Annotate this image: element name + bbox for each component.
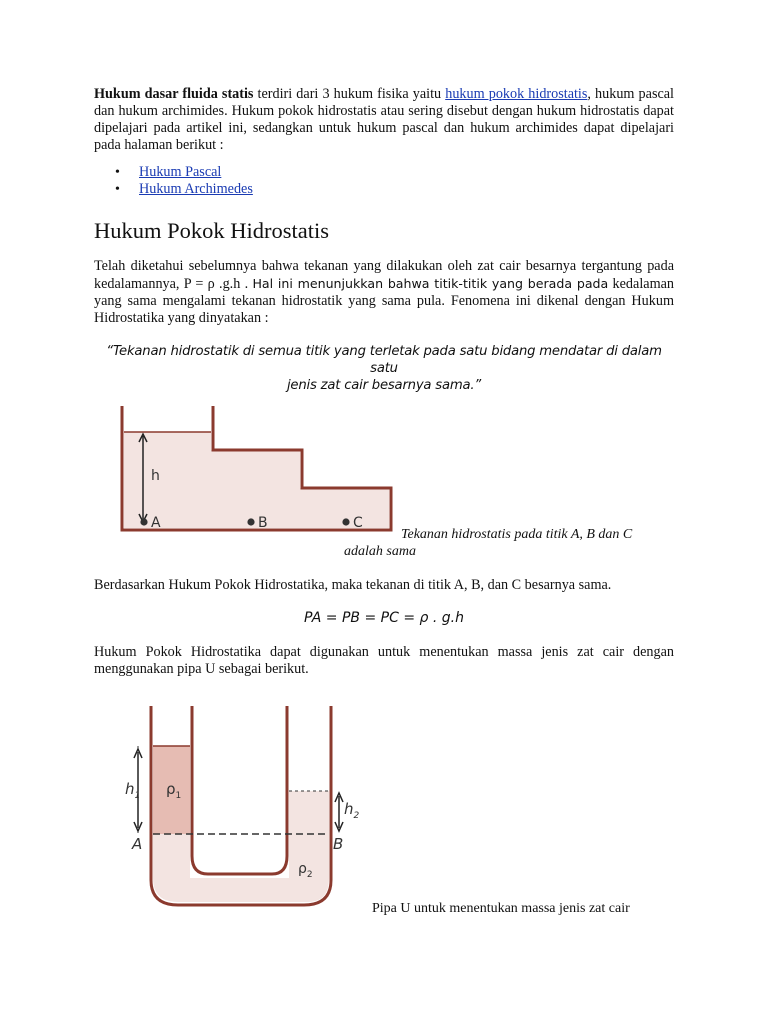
- figure-u-tube: [122, 706, 360, 912]
- pressure-formula: PA = PB = PC = ρ . g.h: [304, 610, 464, 626]
- article: [94, 86, 674, 394]
- link-hukum-pascal[interactable]: Hukum Pascal: [139, 164, 222, 180]
- label-a: A: [132, 835, 143, 853]
- intro-paragraph: [94, 86, 674, 154]
- figure1-caption-line-2: adalah sama: [344, 544, 416, 559]
- fluid-region: [124, 432, 389, 528]
- law-quote: [94, 343, 674, 394]
- para2-text-a: Telah diketahui sebelumnya bahwa tekanan yang dilakukan oleh zat cair besarnya tergantung pada kedalamannya, P = ρ .g.h .: [94, 258, 674, 292]
- para-result: Berdasarkan Hukum Pokok Hidrostatika, maka tekanan di titik A, B, dan C besarnya sama.: [94, 577, 612, 593]
- u-tube-inner-wall: [192, 706, 287, 874]
- point-b: [247, 518, 254, 525]
- link-hukum-pokok-hidrostatis[interactable]: hukum pokok hidrostatis: [445, 86, 588, 102]
- label-rho2: $\rho_2$: [298, 861, 313, 880]
- para-u-tube-intro: Hukum Pokok Hidrostatika dapat digunakan untuk menentukan massa jenis zat cair dengan menggunakan pipa U sebagai berikut.: [94, 644, 674, 677]
- point-a: [140, 518, 147, 525]
- para2-text-c: kedalaman yang sama mengalami tekanan hidrostatik yang sama pula. Fenomena ini dikenal dengan Hukum Hidrostatika yang dinyatakan :: [94, 276, 674, 326]
- quote-line-2: jenis zat cair besarnya sama.”: [286, 378, 482, 393]
- figure-stepped-container: [118, 404, 396, 534]
- label-h2: $h_2$: [344, 800, 360, 821]
- list-item: [139, 181, 674, 198]
- intro-text-b: , hukum pascal dan hukum archimides. Hukum pokok hidrostatis atau sering disebut dengan hukum hidrostatis dapat dipelajari pada artikel ini, sedangkan untuk hukum pascal dan hukum archimides dapat dipelajari pada halaman berikut :: [94, 86, 674, 153]
- label-b: B: [333, 835, 344, 853]
- section-heading: Hukum Pokok Hidrostatis: [94, 218, 330, 243]
- intro-bold: Hukum dasar fluida statis: [94, 86, 254, 102]
- label-h: h: [151, 468, 160, 484]
- links-list: [94, 164, 674, 198]
- para2-text-b: Hal ini menunjukkan bahwa titik-titik yang berada pada: [252, 276, 609, 291]
- label-b: B: [258, 515, 268, 531]
- quote-line-1: “Tekanan hidrostatik di semua titik yang terletak pada satu bidang mendatar di dalam satu: [106, 344, 662, 376]
- label-rho1: $\rho_1$: [166, 780, 182, 801]
- label-c: C: [353, 515, 363, 531]
- label-h1: $h_1$: [125, 780, 141, 801]
- point-c: [342, 518, 349, 525]
- link-hukum-archimedes[interactable]: Hukum Archimedes: [139, 181, 253, 197]
- intro-text-a: terdiri dari 3 hukum fisika yaitu: [253, 86, 446, 102]
- list-item: [139, 164, 674, 181]
- label-a: A: [151, 515, 161, 531]
- figure2-caption: Pipa U untuk menentukan massa jenis zat cair: [372, 901, 630, 916]
- para-definition: [94, 258, 674, 327]
- figure1-caption-line-1: Tekanan hidrostatis pada titik A, B dan C: [401, 527, 633, 542]
